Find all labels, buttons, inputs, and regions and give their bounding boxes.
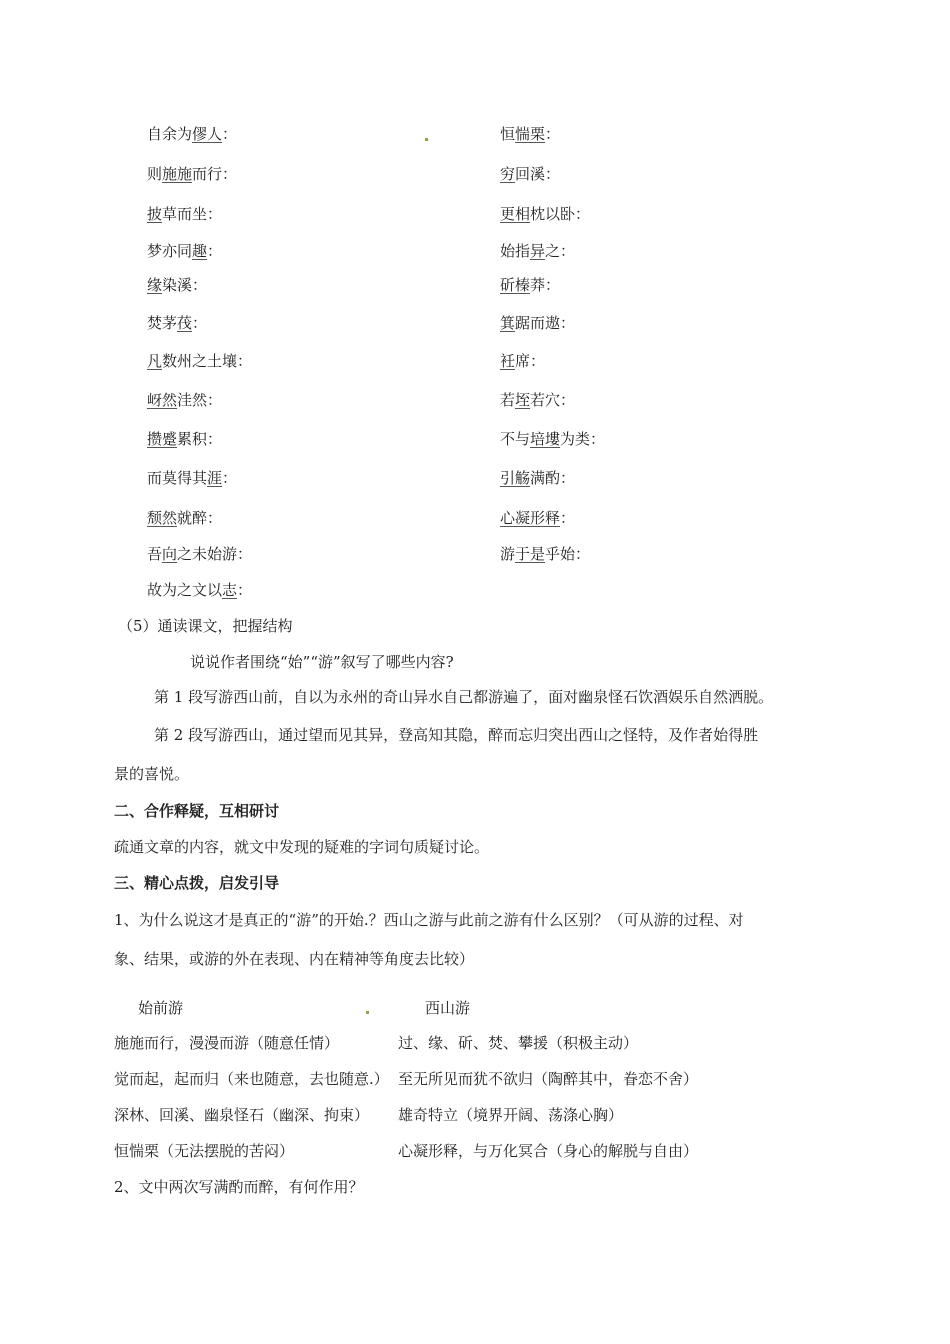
vocab-post: ：	[207, 242, 223, 260]
vocab-item-left	[147, 468, 237, 488]
vocab-key: 斫榛	[500, 276, 531, 294]
vocab-post: 之未始游：	[177, 545, 253, 563]
vocab-item-left	[147, 351, 252, 371]
vocab-item-left	[147, 164, 237, 184]
compare-right-cell: 过、缘、斫、焚、攀援（积极主动）	[398, 1034, 639, 1052]
vocab-key: 箕	[500, 314, 516, 332]
vocab-key: 僇人	[192, 125, 223, 143]
vocab-key: 惴栗	[515, 125, 546, 143]
vocab-item-right	[500, 124, 560, 144]
vocab-post: 之：	[545, 242, 576, 260]
vocab-post: 为类：	[560, 430, 606, 448]
vocab-post: ：	[560, 509, 576, 527]
section5-paragraph-2: 第 2 段写游西山，通过望而见其异，登高知其隐，醉而忘归突出西山之怪特，及作者始得胜	[154, 726, 759, 744]
vocab-item-left	[147, 204, 222, 224]
vocab-item-left	[147, 275, 207, 295]
section3-heading: 三、精心点拨，启发引导	[114, 874, 280, 892]
compare-right-title: 西山游	[425, 999, 471, 1017]
vocab-item-left	[147, 241, 222, 261]
vocab-item-right	[500, 241, 575, 261]
vocab-key: 引觞	[500, 469, 531, 487]
vocab-item-right	[500, 313, 575, 333]
section5-paragraph-1: 第 1 段写游西山前，自以为永州的奇山异水自己都游遍了，面对幽泉怪石饮酒娱乐自然洒脱。	[154, 688, 774, 706]
compare-left-cell: 施施而行，漫漫而游（随意任情）	[114, 1034, 340, 1052]
vocab-item-right	[500, 429, 605, 449]
vocab-pre: 而莫得其	[147, 469, 208, 487]
vocab-key: 心凝形释	[500, 509, 561, 527]
stray-mark	[366, 1011, 369, 1014]
vocab-key: 攒蹙	[147, 430, 178, 448]
vocab-pre: 游	[500, 545, 516, 563]
vocab-key: 凡	[147, 352, 163, 370]
vocab-post: ：	[222, 469, 238, 487]
vocab-pre: 吾	[147, 545, 163, 563]
vocab-item-right	[500, 351, 545, 371]
vocab-pre: 不与	[500, 430, 531, 448]
vocab-key: 志	[222, 581, 238, 599]
vocab-key: 茷	[177, 314, 193, 332]
question-1-cont: 象、结果，或游的外在表现、内在精神等角度去比较）	[114, 950, 475, 968]
vocab-post: 踞而遨：	[515, 314, 576, 332]
vocab-key: 趣	[192, 242, 208, 260]
section5-heading: （5）通读课文，把握结构	[118, 617, 293, 635]
vocab-item-left	[147, 390, 222, 410]
vocab-post: 满酌：	[530, 469, 576, 487]
section5-paragraph-2-cont: 景的喜悦。	[114, 765, 190, 783]
vocab-key: 异	[530, 242, 546, 260]
vocab-item-left	[147, 544, 252, 564]
vocab-post: 席：	[515, 352, 546, 370]
vocab-key: 岈然	[147, 391, 178, 409]
vocab-pre: 梦亦同	[147, 242, 193, 260]
vocab-item-right	[500, 468, 575, 488]
vocab-post: ：	[222, 125, 238, 143]
vocab-post: 莽：	[530, 276, 561, 294]
vocab-post: 染溪：	[162, 276, 208, 294]
vocab-key: 垤	[515, 391, 531, 409]
vocab-key: 施施	[162, 165, 193, 183]
vocab-item-left	[147, 429, 222, 449]
vocab-item-right	[500, 544, 590, 564]
vocab-key: 衽	[500, 352, 516, 370]
question-2: 2、文中两次写满酌而醉，有何作用？	[114, 1178, 364, 1196]
vocab-key: 向	[162, 545, 178, 563]
section2-text: 疏通文章的内容，就文中发现的疑难的字词句质疑讨论。	[114, 838, 490, 856]
vocab-post: ：	[192, 314, 208, 332]
question-1: 1、为什么说这才是真正的“游”的开始.？西山之游与此前之游有什么区别？（可从游的过程、对	[114, 911, 744, 929]
vocab-pre: 故为之文以	[147, 581, 223, 599]
vocab-pre: 若	[500, 391, 516, 409]
vocab-key: 缘	[147, 276, 163, 294]
vocab-pre: 始指	[500, 242, 531, 260]
vocab-post: 回溪：	[515, 165, 561, 183]
compare-right-cell: 至无所见而犹不欲归（陶醉其中，眷恋不舍）	[398, 1070, 699, 1088]
vocab-post: 草而坐：	[162, 205, 223, 223]
vocab-post: 就醉：	[177, 509, 223, 527]
compare-right-cell: 心凝形释，与万化冥合（身心的解脱与自由）	[398, 1142, 699, 1160]
vocab-item-right	[500, 508, 575, 528]
vocab-pre: 自余为	[147, 125, 193, 143]
compare-left-title: 始前游	[138, 999, 184, 1017]
vocab-key: 披	[147, 205, 163, 223]
compare-left-cell: 深林、回溪、幽泉怪石（幽深、拘束）	[114, 1106, 370, 1124]
vocab-pre: 则	[147, 165, 163, 183]
vocab-post: 若穴：	[530, 391, 576, 409]
vocab-post: ：	[237, 581, 253, 599]
vocab-pre: 焚茅	[147, 314, 178, 332]
vocab-key: 涯	[207, 469, 223, 487]
compare-left-cell: 恒惴栗（无法摆脱的苦闷）	[114, 1142, 295, 1160]
compare-left-cell: 觉而起，起而归（来也随意，去也随意.）	[114, 1070, 389, 1088]
section5-question: 说说作者围绕“始”“游”叙写了哪些内容?	[190, 653, 454, 671]
vocab-key: 更相	[500, 205, 531, 223]
vocab-item-right	[500, 164, 560, 184]
vocab-item-right	[500, 390, 575, 410]
vocab-post: 乎始：	[545, 545, 591, 563]
vocab-item-left	[147, 313, 207, 333]
vocab-post: 而行：	[192, 165, 238, 183]
vocab-post: 洼然：	[177, 391, 223, 409]
vocab-key: 培塿	[530, 430, 561, 448]
compare-right-cell: 雄奇特立（境界开阔、荡涤心胸）	[398, 1106, 624, 1124]
vocab-post: 累积：	[177, 430, 223, 448]
vocab-pre: 恒	[500, 125, 516, 143]
vocab-post: ：	[545, 125, 561, 143]
vocab-item-right	[500, 204, 590, 224]
vocab-item-left	[147, 124, 237, 144]
vocab-key: 颓然	[147, 509, 178, 527]
vocab-item-right	[500, 275, 560, 295]
vocab-item-left	[147, 508, 222, 528]
vocab-post: 数州之土壤：	[162, 352, 253, 370]
vocab-item-left	[147, 580, 252, 600]
section2-heading: 二、合作释疑，互相研讨	[114, 802, 280, 820]
stray-mark	[425, 138, 428, 141]
vocab-post: 枕以卧：	[530, 205, 591, 223]
vocab-key: 于是	[515, 545, 546, 563]
vocab-key: 穷	[500, 165, 516, 183]
